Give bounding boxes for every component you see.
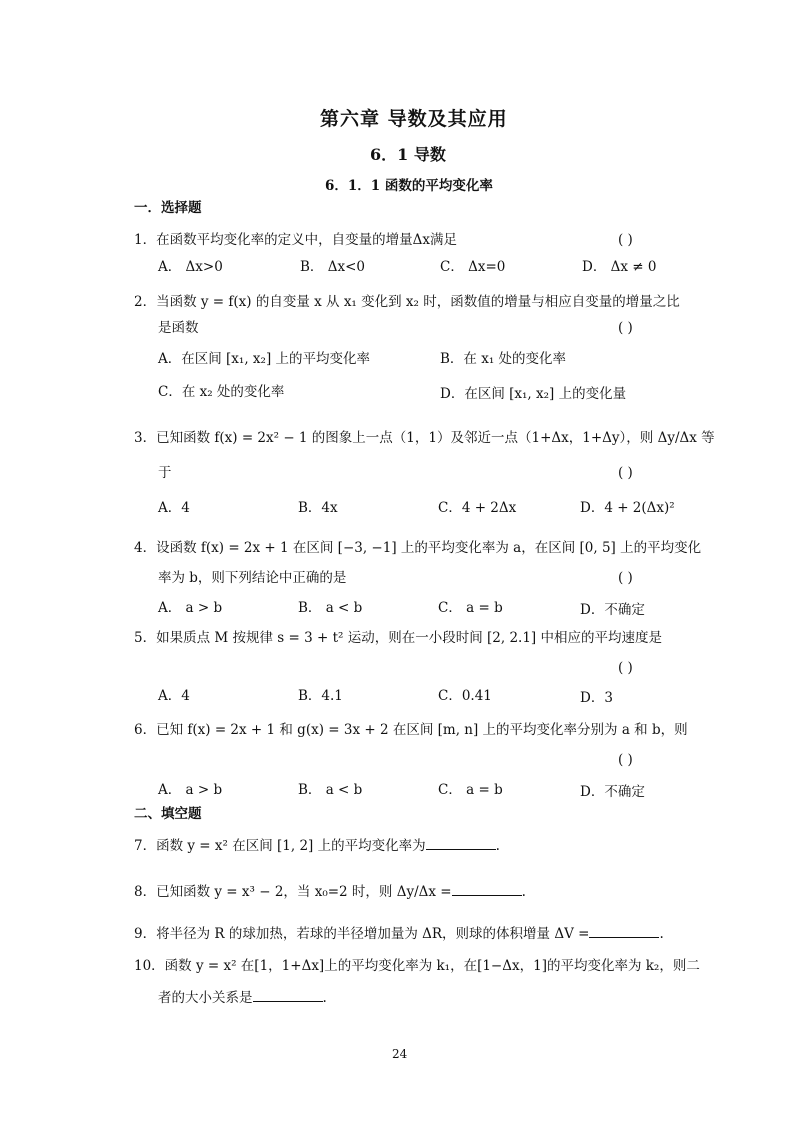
question-7-text: 7．函数 y = x² 在区间 [1, 2] 上的平均变化率为 xyxy=(134,838,426,854)
question-3-line2: 于 xyxy=(158,465,172,481)
answer-paren-1: ( ) xyxy=(618,232,633,248)
question-1: 1．在函数平均变化率的定义中，自变量的增量Δx满足 xyxy=(134,232,457,248)
section-title: 6．1 导数 xyxy=(370,145,446,164)
question-9-text: 9．将半径为 R 的球加热，若球的半径增加量为 ΔR，则球的体积增量 ΔV = xyxy=(134,926,590,942)
part2-title: 二、填空题 xyxy=(134,806,202,822)
q6-option-d: D．不确定 xyxy=(580,784,645,800)
question-9-end: . xyxy=(659,926,664,942)
q3-option-b: B．4x xyxy=(298,500,338,516)
q1-option-b: B． Δx<0 xyxy=(300,259,365,275)
q5-option-a: A．4 xyxy=(158,688,190,704)
question-8-text: 8．已知函数 y = x³ − 2，当 x₀=2 时，则 Δy/Δx = xyxy=(134,884,452,900)
q5-option-c: C．0.41 xyxy=(438,688,492,704)
q2-option-c: C．在 x₂ 处的变化率 xyxy=(158,384,285,400)
answer-blank-7[interactable] xyxy=(426,837,496,850)
question-8-end: . xyxy=(521,884,526,900)
part1-title: 一．选择题 xyxy=(134,200,202,216)
q3-option-a: A．4 xyxy=(158,500,190,516)
question-9 xyxy=(134,922,664,942)
answer-blank-10[interactable] xyxy=(253,989,323,1002)
q2-option-d: D．在区间 [x₁, x₂] 上的变化量 xyxy=(440,386,627,402)
page-number: 24 xyxy=(392,1047,408,1061)
question-6-line1: 6．已知 f(x) = 2x + 1 和 g(x) = 3x + 2 在区间 [m, n] 上的平均变化率分别为 a 和 b，则 xyxy=(134,722,688,738)
question-3-line1: 3．已知函数 f(x) = 2x² − 1 的图象上一点（1，1）及邻近一点（1+Δx，1+Δy），则 Δy/Δx 等 xyxy=(134,430,715,446)
answer-blank-8[interactable] xyxy=(452,883,522,896)
subsection-title: 6．1．1 函数的平均变化率 xyxy=(325,178,493,194)
q5-option-d: D．3 xyxy=(580,690,613,706)
question-7-end: . xyxy=(495,838,500,854)
answer-paren-6: ( ) xyxy=(618,752,633,768)
q4-option-a: A． a > b xyxy=(158,600,223,616)
question-5-line1: 5．如果质点 M 按规律 s = 3 + t² 运动，则在一小段时间 [2, 2.1] 中相应的平均速度是 xyxy=(134,630,662,646)
question-4-line1: 4．设函数 f(x) = 2x + 1 在区间 [−3, −1] 上的平均变化率为 a，在区间 [0, 5] 上的平均变化 xyxy=(134,540,702,556)
q1-option-a: A． Δx>0 xyxy=(158,259,223,275)
question-10-line1: 10．函数 y = x² 在[1，1+Δx]上的平均变化率为 k₁，在[1−Δx，1]的平均变化率为 k₂，则二 xyxy=(134,958,700,974)
question-4-line2: 率为 b，则下列结论中正确的是 xyxy=(158,570,347,586)
q4-option-b: B． a < b xyxy=(298,600,363,616)
q1-option-c: C． Δx=0 xyxy=(440,259,506,275)
q2-option-b: B．在 x₁ 处的变化率 xyxy=(440,351,567,367)
question-10-line2 xyxy=(158,986,327,1006)
question-10-end: . xyxy=(322,990,327,1006)
q4-option-c: C． a = b xyxy=(438,600,503,616)
q6-option-b: B． a < b xyxy=(298,782,363,798)
question-10-text: 者的大小关系是 xyxy=(158,990,253,1006)
answer-paren-2: ( ) xyxy=(618,320,633,336)
q4-option-d: D．不确定 xyxy=(580,602,645,618)
q3-option-d: D．4 + 2(Δx)² xyxy=(580,500,675,516)
question-2-line2: 是函数 xyxy=(158,320,199,336)
q2-option-a: A．在区间 [x₁, x₂] 上的平均变化率 xyxy=(158,351,370,367)
question-8 xyxy=(134,880,526,900)
answer-paren-5: ( ) xyxy=(618,660,633,676)
question-7 xyxy=(134,834,500,854)
question-2-line1: 2．当函数 y = f(x) 的自变量 x 从 x₁ 变化到 x₂ 时，函数值的增量与相应自变量的增量之比 xyxy=(134,294,680,310)
answer-paren-3: ( ) xyxy=(618,465,633,481)
q3-option-c: C．4 + 2Δx xyxy=(438,500,517,516)
chapter-title: 第六章 导数及其应用 xyxy=(320,108,508,130)
q6-option-c: C． a = b xyxy=(438,782,503,798)
answer-blank-9[interactable] xyxy=(589,925,659,938)
q6-option-a: A． a > b xyxy=(158,782,223,798)
q5-option-b: B．4.1 xyxy=(298,688,343,704)
q1-option-d: D． Δx ≠ 0 xyxy=(582,259,657,275)
answer-paren-4: ( ) xyxy=(618,570,633,586)
